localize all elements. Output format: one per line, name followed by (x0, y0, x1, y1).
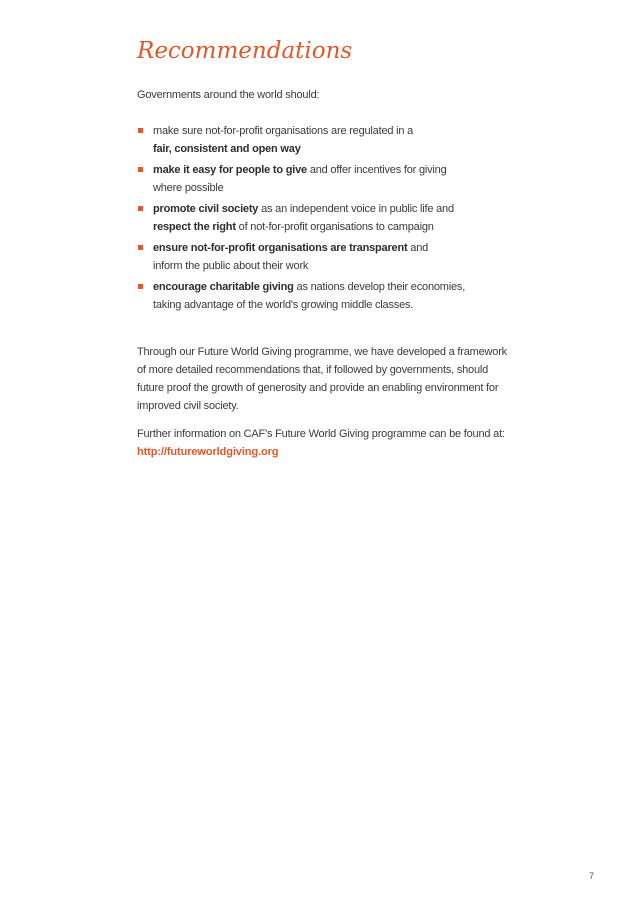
square-bullet-icon (138, 284, 143, 289)
square-bullet-icon (138, 128, 143, 133)
further-info-paragraph: Further information on CAF's Future World Giving programme can be found at: http://futureworldgiving.org (137, 425, 505, 461)
square-bullet-icon (138, 206, 143, 211)
square-bullet-icon (138, 245, 143, 250)
future-world-giving-link[interactable]: http://futureworldgiving.org (137, 446, 279, 458)
recommendations-list (137, 122, 497, 317)
list-item: encourage charitable giving as nations develop their economies, taking advantage of the world's growing middle classes. (137, 278, 497, 314)
list-item: promote civil society as an independent voice in public life and respect the right of not-for-profit organisations to campaign (137, 200, 497, 236)
page-title: Recommendations (137, 38, 353, 64)
list-item: make sure not-for-profit organisations are regulated in a fair, consistent and open way (137, 122, 497, 158)
square-bullet-icon (138, 167, 143, 172)
list-item: make it easy for people to give and offer incentives for giving where possible (137, 161, 497, 197)
page-number: 7 (589, 871, 595, 881)
intro-text: Governments around the world should: (137, 89, 320, 101)
list-item: ensure not-for-profit organisations are transparent and inform the public about their work (137, 239, 497, 275)
framework-paragraph: Through our Future World Giving programme, we have developed a framework of more detailed recommendations that, if followed by governments, should future proof the growth of generosity and provide an enabling environment for improved civil society. (137, 346, 507, 412)
